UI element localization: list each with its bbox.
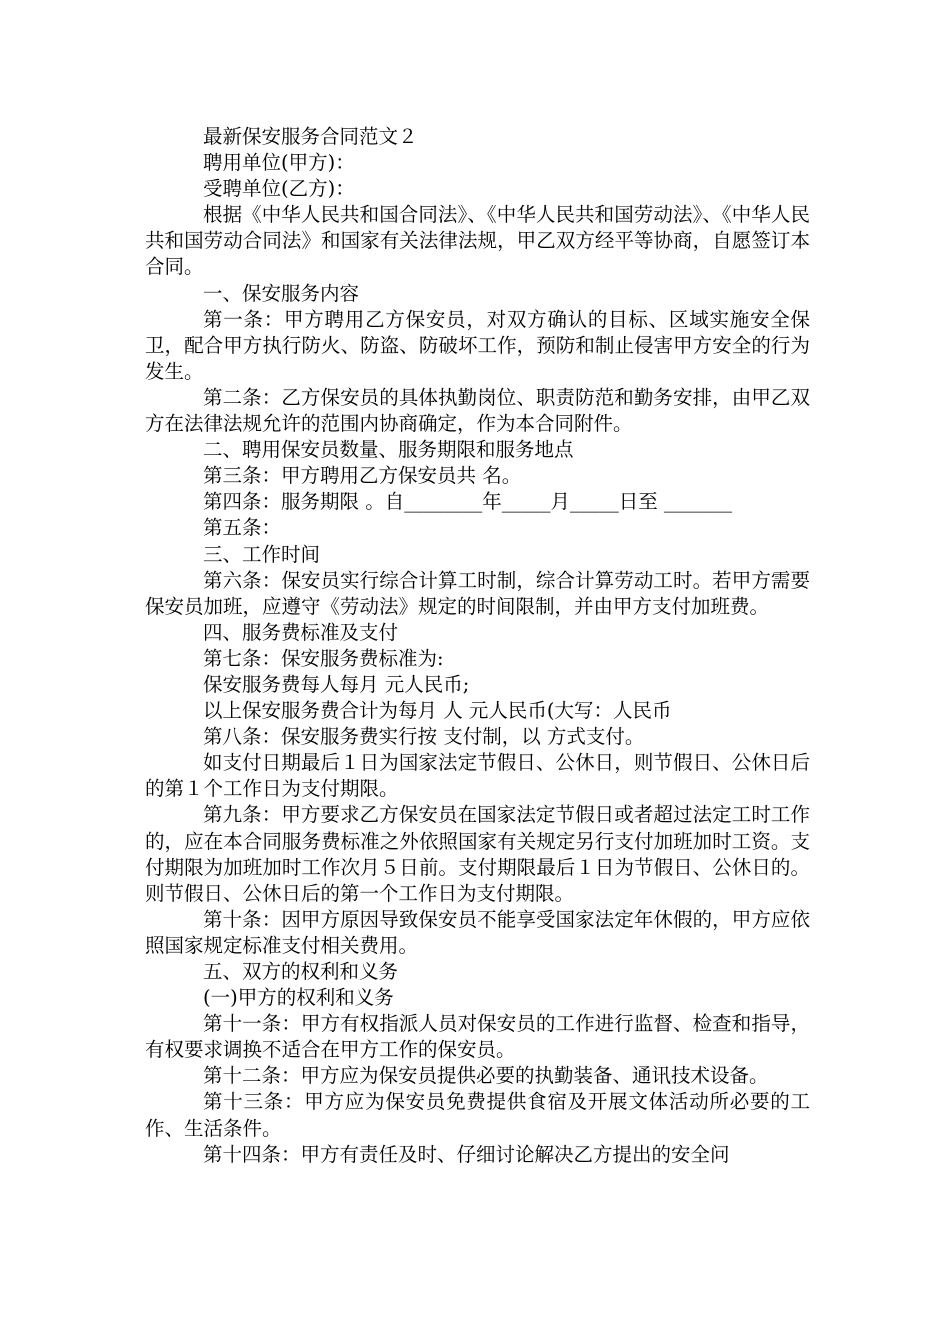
paragraph: 第八条：保安服务费实行按 支付制，以 方式支付。	[203, 725, 645, 749]
paragraph: 第十一条：甲方有权指派人员对保安员的工作进行监督、检查和指导，有权要求调换不适合在甲方工作的保安员。	[145, 1012, 810, 1062]
paragraph: 根据《中华人民共和国合同法》、《中华人民共和国劳动法》、《中华人民共和国劳动合同法》和国家有关法律法规，甲乙双方经平等协商，自愿签订本合同。	[145, 203, 810, 279]
subsection-heading: (一)甲方的权利和义务	[203, 986, 394, 1010]
document-title: 最新保安服务合同范文２	[203, 125, 418, 148]
section-heading: 四、服务费标准及支付	[203, 620, 399, 644]
paragraph: 受聘单位(乙方)：	[203, 177, 355, 201]
paragraph: 第十四条：甲方有责任及时、仔细讨论解决乙方提出的安全问	[203, 1142, 730, 1166]
paragraph: 第五条：	[203, 516, 282, 540]
contract-document	[145, 124, 810, 1168]
section-heading: 一、保安服务内容	[203, 281, 360, 305]
paragraph: 如支付日期最后１日为国家法定节假日、公休日，则节假日、公休日后的第１个工作日为支付期限。	[145, 751, 810, 801]
section-heading: 二、聘用保安员数量、服务期限和服务地点	[203, 438, 574, 462]
paragraph: 第十二条：甲方应为保安员提供必要的执勤装备、通讯技术设备。	[203, 1064, 769, 1088]
paragraph: 第二条：乙方保安员的具体执勤岗位、职责防范和勤务安排，由甲乙双方在法律法规允许的范围内协商确定，作为本合同附件。	[145, 385, 810, 436]
paragraph: 第九条：甲方要求乙方保安员在国家法定节假日或者超过法定工时工作的，应在本合同服务费标准之外依照国家有关规定另行支付加班加时工资。支付期限为加班加时工作次月５日前。支付期限最后１日为节假日、公休日的。则节假日、公休日后的第一个工作日为支付期限。	[145, 803, 810, 905]
paragraph: 第六条：保安员实行综合计算工时制，综合计算劳动工时。若甲方需要保安员加班，应遵守《劳动法》规定的时间限制，并由甲方支付加班费。	[145, 568, 810, 618]
paragraph: 以上保安服务费合计为每月 人 元人民币(大写：人民币	[203, 699, 672, 723]
section-heading: 三、工作时间	[203, 542, 321, 566]
paragraph: 第七条：保安服务费标准为:	[203, 646, 444, 670]
paragraph: 第三条：甲方聘用乙方保安员共 名。	[203, 464, 522, 488]
paragraph: 保安服务费每人每月 元人民币;	[203, 672, 470, 696]
paragraph: 聘用单位(甲方)：	[203, 151, 355, 175]
paragraph: 第一条：甲方聘用乙方保安员，对双方确认的目标、区域实施安全保卫，配合甲方执行防火、防盗、防破坏工作，预防和制止侵害甲方安全的行为发生。	[145, 307, 810, 383]
paragraph: 第四条：服务期限 。自________年_____月_____日至 _______	[203, 490, 733, 514]
paragraph: 第十条：因甲方原因导致保安员不能享受国家法定年休假的，甲方应依照国家规定标准支付相关费用。	[145, 907, 810, 957]
section-heading: 五、双方的权利和义务	[203, 960, 399, 983]
paragraph: 第十三条：甲方应为保安员免费提供食宿及开展文体活动所必要的工作、生活条件。	[145, 1090, 810, 1140]
